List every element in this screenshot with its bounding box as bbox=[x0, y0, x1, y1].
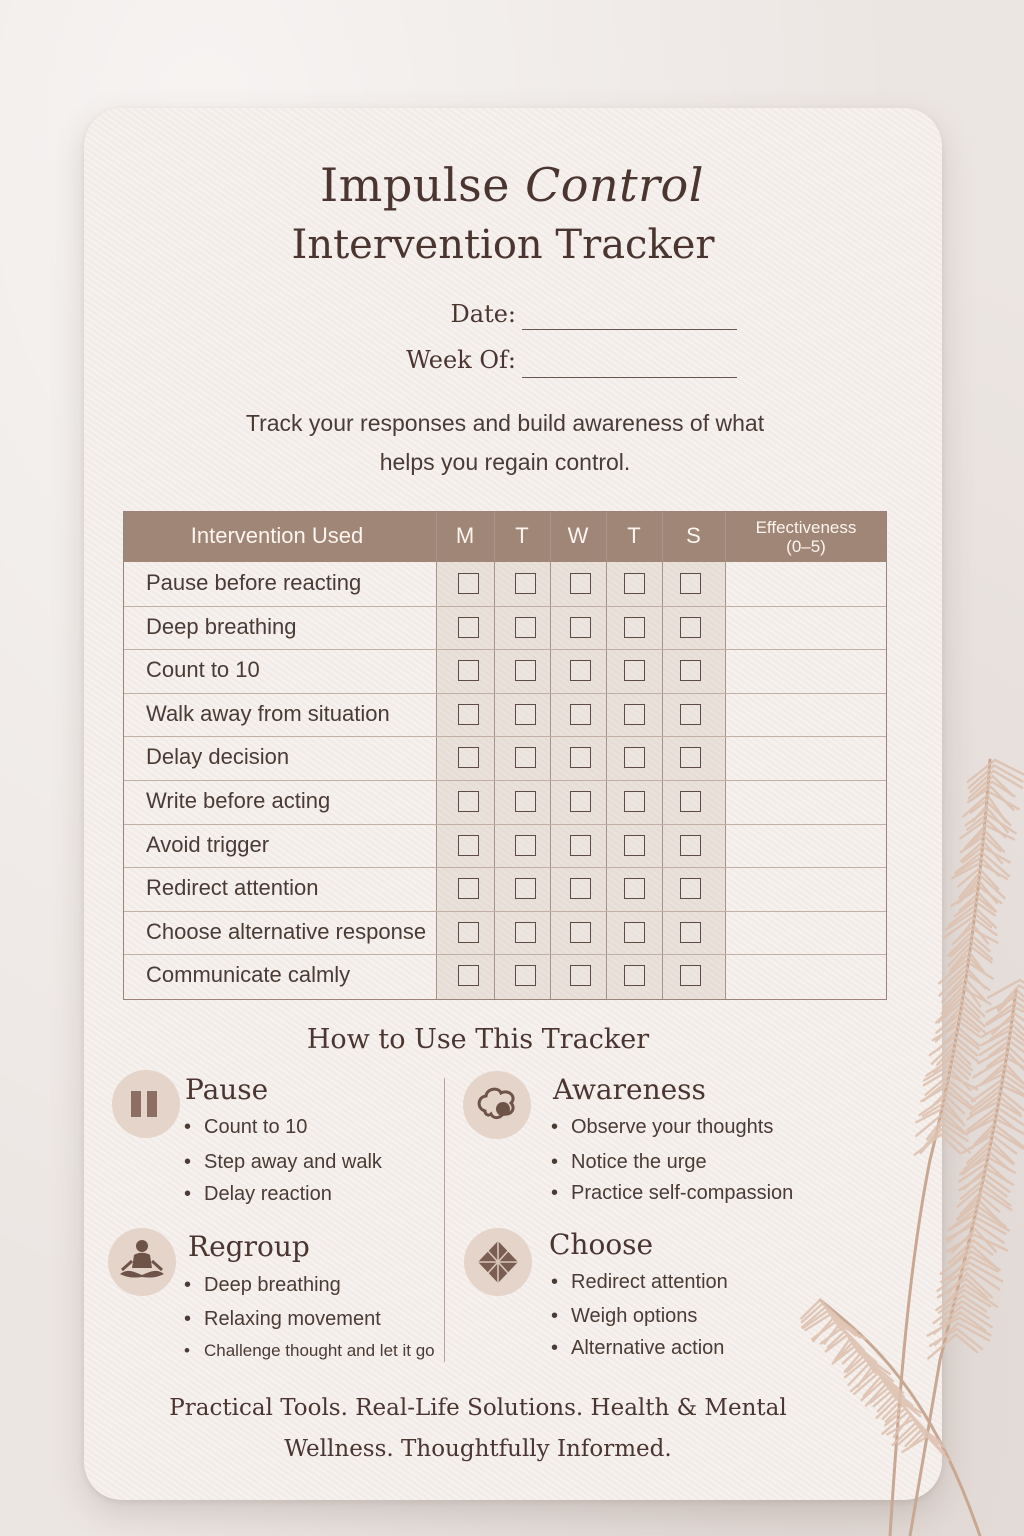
page-subtitle: Intervention Tracker bbox=[291, 222, 715, 268]
day-checkbox[interactable] bbox=[624, 835, 645, 856]
intervention-table bbox=[123, 511, 887, 1000]
day-checkbox[interactable] bbox=[515, 835, 536, 856]
day-checkbox[interactable] bbox=[680, 617, 701, 638]
row-label: Delay decision bbox=[146, 744, 290, 770]
intro-line-1: Track your responses and build awareness of what bbox=[245, 410, 765, 436]
day-checkbox[interactable] bbox=[458, 922, 479, 943]
day-checkbox[interactable] bbox=[458, 878, 479, 899]
title-part1: Impulse bbox=[320, 158, 526, 212]
intro-line-2: helps you regain control. bbox=[379, 449, 631, 475]
day-checkbox[interactable] bbox=[515, 791, 536, 812]
row-label: Deep breathing bbox=[146, 613, 297, 639]
regroup-item: • Deep breathing bbox=[184, 1274, 341, 1296]
header-day-tue: T bbox=[515, 523, 529, 548]
section-title-regroup: Regroup bbox=[188, 1230, 310, 1263]
section-title-awareness: Awareness bbox=[553, 1073, 706, 1106]
intro-text bbox=[160, 404, 850, 482]
plume-strand bbox=[971, 928, 998, 942]
day-checkbox[interactable] bbox=[570, 617, 591, 638]
footer-line-2: Wellness. Thoughtfully Informed. bbox=[284, 1436, 672, 1462]
regroup-item: • Relaxing movement bbox=[184, 1308, 381, 1330]
day-checkbox[interactable] bbox=[624, 922, 645, 943]
day-checkbox[interactable] bbox=[570, 573, 591, 594]
day-checkbox[interactable] bbox=[570, 660, 591, 681]
table-header bbox=[124, 512, 886, 562]
plume-strand bbox=[992, 782, 1015, 797]
day-checkbox[interactable] bbox=[680, 573, 701, 594]
header-day-sat: S bbox=[686, 523, 701, 548]
choose-item: • Weigh options bbox=[551, 1305, 698, 1327]
day-checkbox[interactable] bbox=[458, 835, 479, 856]
page-title bbox=[0, 158, 1024, 212]
row-label: Choose alternative response bbox=[146, 918, 427, 944]
plume-strand bbox=[982, 847, 1009, 862]
header-day-wed: W bbox=[567, 523, 589, 548]
day-checkbox[interactable] bbox=[624, 791, 645, 812]
awareness-item: • Practice self-compassion bbox=[551, 1182, 794, 1204]
header-day-mon: M bbox=[455, 523, 475, 548]
header-intervention: Intervention Used bbox=[190, 523, 364, 548]
day-checkbox[interactable] bbox=[458, 791, 479, 812]
header-effectiveness-label: Effectiveness bbox=[755, 518, 857, 537]
header-day-thu: T bbox=[627, 523, 641, 548]
column-divider bbox=[550, 512, 551, 999]
day-checkbox[interactable] bbox=[515, 922, 536, 943]
howto-divider bbox=[444, 1078, 445, 1362]
row-label: Pause before reacting bbox=[146, 570, 362, 595]
day-checkbox[interactable] bbox=[624, 704, 645, 725]
day-checkbox[interactable] bbox=[458, 660, 479, 681]
footer-tagline bbox=[120, 1388, 836, 1470]
row-label: Write before acting bbox=[146, 788, 331, 813]
header-effectiveness-scale: (0–5) bbox=[786, 537, 826, 556]
day-checkbox[interactable] bbox=[515, 573, 536, 594]
awareness-item: • Observe your thoughts bbox=[551, 1116, 774, 1138]
day-checkbox[interactable] bbox=[570, 835, 591, 856]
day-checkbox[interactable] bbox=[515, 617, 536, 638]
row-label: Avoid trigger bbox=[146, 831, 270, 857]
awareness-item: • Notice the urge bbox=[551, 1151, 707, 1173]
day-checkbox[interactable] bbox=[515, 747, 536, 768]
day-checkbox[interactable] bbox=[680, 835, 701, 856]
day-checkbox[interactable] bbox=[515, 878, 536, 899]
choose-item: • Alternative action bbox=[551, 1337, 725, 1359]
effectiveness-cell[interactable] bbox=[726, 562, 886, 606]
day-checkbox[interactable] bbox=[458, 965, 479, 986]
date-field[interactable] bbox=[522, 329, 737, 330]
day-checkbox[interactable] bbox=[680, 791, 701, 812]
day-checkbox[interactable] bbox=[624, 660, 645, 681]
day-checkbox[interactable] bbox=[570, 878, 591, 899]
brain-icon bbox=[463, 1071, 531, 1139]
diamond-icon bbox=[464, 1228, 532, 1296]
day-checkbox[interactable] bbox=[680, 922, 701, 943]
pause-item: • Delay reaction bbox=[184, 1183, 332, 1205]
howto-title: How to Use This Tracker bbox=[306, 1024, 650, 1055]
title-part2: Control bbox=[525, 158, 704, 212]
day-checkbox[interactable] bbox=[458, 747, 479, 768]
footer-line-1: Practical Tools. Real-Life Solutions. Health & Mental bbox=[169, 1395, 787, 1421]
day-checkbox[interactable] bbox=[570, 922, 591, 943]
week-of-field[interactable] bbox=[522, 377, 737, 378]
plume-strand bbox=[994, 1124, 1024, 1147]
row-label: Communicate calmly bbox=[146, 962, 351, 988]
day-checkbox[interactable] bbox=[570, 704, 591, 725]
column-divider bbox=[436, 512, 437, 999]
day-checkbox[interactable] bbox=[458, 617, 479, 638]
day-checkbox[interactable] bbox=[680, 965, 701, 986]
day-checkbox[interactable] bbox=[515, 704, 536, 725]
day-checkbox[interactable] bbox=[458, 573, 479, 594]
day-checkbox[interactable] bbox=[680, 747, 701, 768]
row-label: Walk away from situation bbox=[146, 700, 390, 726]
row-label: Redirect attention bbox=[146, 875, 319, 901]
day-checkbox[interactable] bbox=[624, 965, 645, 986]
pampas-grass-decoration bbox=[780, 740, 1024, 1536]
effectiveness-cell[interactable] bbox=[726, 649, 886, 693]
date-label: Date: bbox=[450, 300, 516, 328]
day-checkbox[interactable] bbox=[570, 965, 591, 986]
regroup-item: • Challenge thought and let it go bbox=[184, 1341, 435, 1360]
section-title-pause: Pause bbox=[185, 1073, 269, 1106]
section-title-choose: Choose bbox=[549, 1228, 654, 1261]
column-divider bbox=[606, 512, 607, 999]
pause-item: • Step away and walk bbox=[184, 1151, 382, 1173]
day-checkbox[interactable] bbox=[458, 704, 479, 725]
pause-icon bbox=[112, 1070, 180, 1138]
week-of-label: Week Of: bbox=[406, 346, 516, 374]
pause-item: • Count to 10 bbox=[184, 1116, 308, 1138]
effectiveness-cell[interactable] bbox=[726, 693, 886, 737]
day-checkbox[interactable] bbox=[680, 704, 701, 725]
effectiveness-cell[interactable] bbox=[726, 606, 886, 650]
column-divider bbox=[494, 512, 495, 999]
day-checkbox[interactable] bbox=[570, 791, 591, 812]
day-checkbox[interactable] bbox=[515, 965, 536, 986]
row-label: Count to 10 bbox=[146, 657, 260, 683]
day-checkbox[interactable] bbox=[624, 747, 645, 768]
day-checkbox[interactable] bbox=[570, 747, 591, 768]
day-checkbox[interactable] bbox=[515, 660, 536, 681]
day-checkbox[interactable] bbox=[624, 617, 645, 638]
day-checkbox[interactable] bbox=[680, 660, 701, 681]
meditation-icon bbox=[108, 1228, 176, 1296]
header-effectiveness bbox=[725, 512, 887, 562]
day-checkbox[interactable] bbox=[680, 878, 701, 899]
choose-item: • Redirect attention bbox=[551, 1271, 728, 1293]
day-checkbox[interactable] bbox=[624, 573, 645, 594]
day-checkbox[interactable] bbox=[624, 878, 645, 899]
column-divider bbox=[662, 512, 663, 999]
